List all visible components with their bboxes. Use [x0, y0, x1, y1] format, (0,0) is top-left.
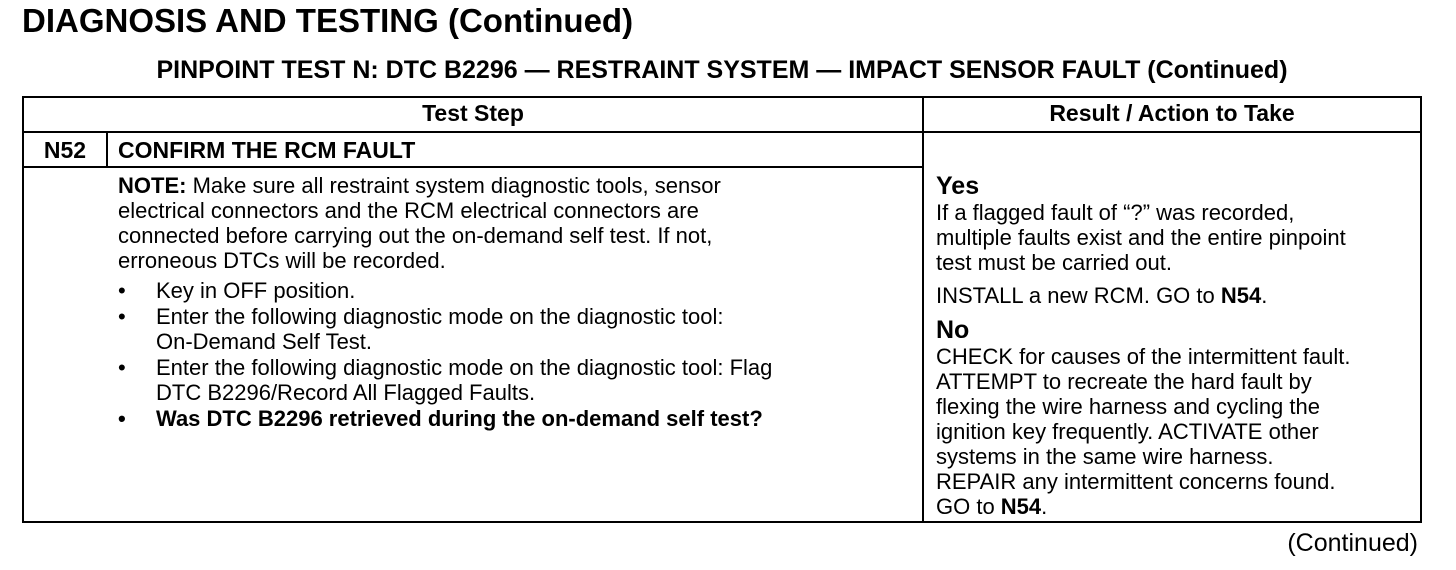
note-label: NOTE: [118, 173, 187, 198]
procedure-item [118, 278, 908, 303]
yes-label: Yes [936, 172, 980, 200]
procedure-line: Key in OFF position. [156, 278, 356, 303]
procedure-item [118, 355, 908, 405]
result-action-body [936, 172, 1422, 519]
step-id: N52 [43, 137, 87, 163]
no-action-end: . [1041, 494, 1048, 519]
procedure-item [118, 304, 908, 354]
yes-line: If a flagged fault of “?” was recorded, [936, 200, 1295, 225]
yes-action-text: INSTALL a new RCM. GO to [936, 283, 1221, 308]
no-label: No [936, 316, 970, 344]
continued-label: (Continued) [1287, 529, 1418, 557]
bullet-mark: • [118, 304, 126, 329]
page-title: DIAGNOSIS AND TESTING (Continued) [22, 2, 634, 39]
bullet-mark: • [118, 355, 126, 380]
step-title-divider [24, 166, 922, 168]
column-divider [922, 98, 924, 521]
note-line: Make sure all restraint system diagnostic tools, sensor [192, 173, 721, 198]
step-id-divider [106, 133, 108, 166]
no-line: systems in the same wire harness. [936, 444, 1274, 469]
procedure-question [118, 406, 908, 431]
note-line: connected before carrying out the on-demand self test. If not, [118, 223, 713, 248]
note-line: electrical connectors and the RCM electrical connectors are [118, 198, 699, 223]
no-line: ignition key frequently. ACTIVATE other [936, 419, 1319, 444]
header-divider [24, 131, 1420, 133]
no-line: flexing the wire harness and cycling the [936, 394, 1320, 419]
bullet-mark: • [118, 406, 126, 431]
result-action-header: Result / Action to Take [1049, 100, 1295, 126]
no-line: CHECK for causes of the intermittent fault. [936, 344, 1351, 369]
step-title: CONFIRM THE RCM FAULT [118, 137, 416, 163]
test-step-header: Test Step [422, 100, 524, 126]
yes-step-ref: N54 [1220, 283, 1262, 308]
yes-line: multiple faults exist and the entire pinpoint [936, 225, 1346, 250]
test-step-body [118, 173, 908, 432]
no-step-ref: N54 [1000, 494, 1042, 519]
pinpoint-test-table [22, 96, 1422, 523]
procedure-line: Enter the following diagnostic mode on the diagnostic tool: [156, 304, 724, 329]
procedure-line: Enter the following diagnostic mode on the diagnostic tool: Flag [156, 355, 773, 380]
procedure-line: DTC B2296/Record All Flagged Faults. [156, 380, 536, 405]
bullet-mark: • [118, 278, 126, 303]
note-line: erroneous DTCs will be recorded. [118, 248, 446, 273]
note-block [118, 173, 908, 273]
no-action [936, 494, 1422, 519]
no-action-text: GO to [936, 494, 1001, 519]
yes-action-end: . [1261, 283, 1268, 308]
pinpoint-test-title: PINPOINT TEST N: DTC B2296 — RESTRAINT SYSTEM — IMPACT SENSOR FAULT (Continued) [156, 56, 1288, 84]
procedure-line: On-Demand Self Test. [156, 329, 373, 354]
yes-line: test must be carried out. [936, 250, 1172, 275]
yes-action [936, 283, 1422, 308]
no-line: REPAIR any intermittent concerns found. [936, 469, 1336, 494]
question-text: Was DTC B2296 retrieved during the on-demand self test? [156, 406, 763, 431]
procedure-list [118, 278, 908, 431]
no-line: ATTEMPT to recreate the hard fault by [936, 369, 1312, 394]
